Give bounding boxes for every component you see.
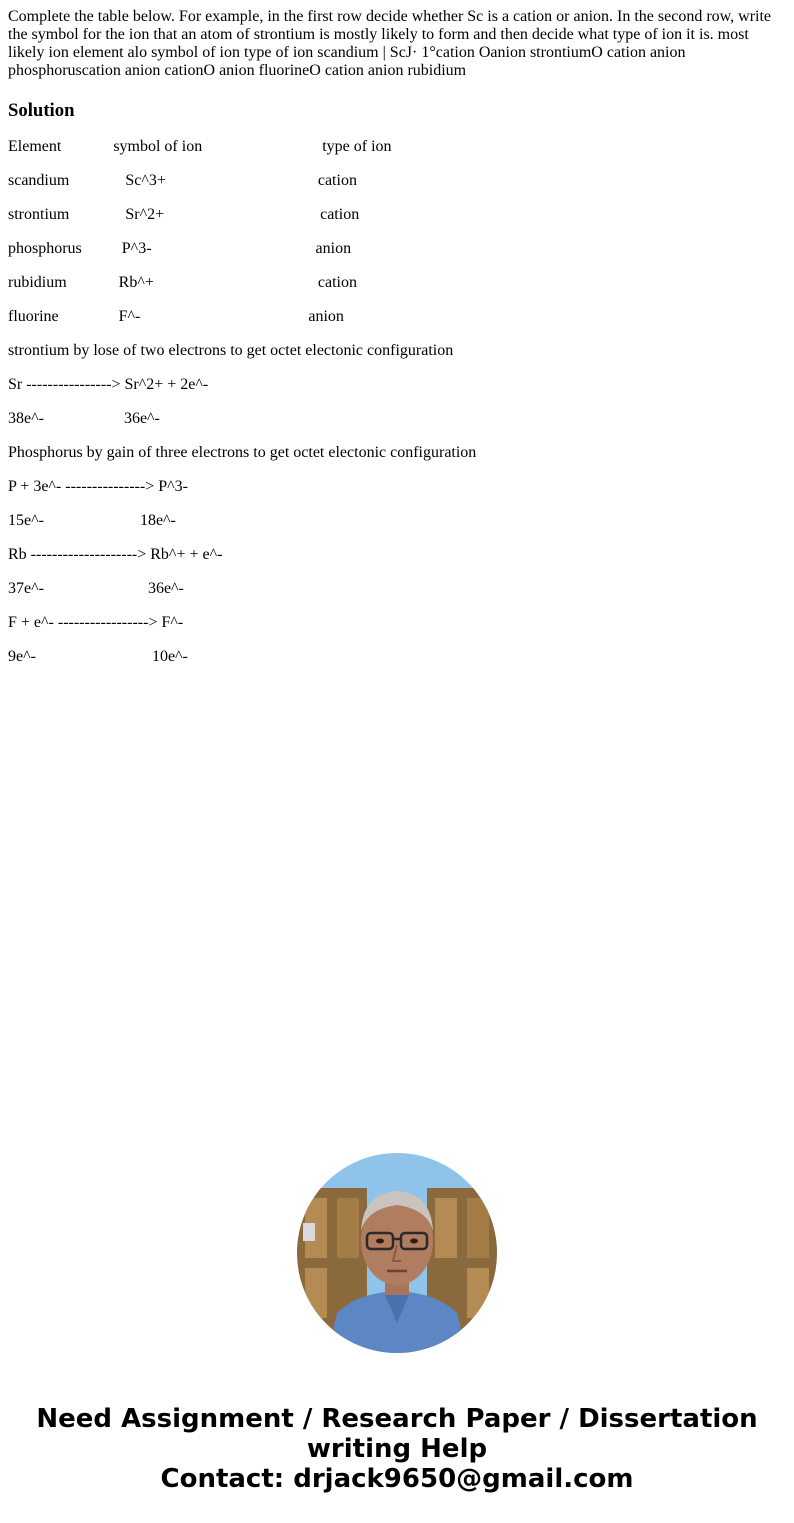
- document-content: [8, 8, 786, 666]
- solution-heading: Solution: [8, 100, 75, 121]
- author-avatar: [297, 1153, 497, 1353]
- solution-line: rubidium Rb^+ cation: [8, 274, 357, 291]
- solution-line: P + 3e^- ---------------> P^3-: [8, 478, 188, 495]
- solution-line: strontium Sr^2+ cation: [8, 206, 360, 223]
- solution-line: 37e^- 36e^-: [8, 580, 184, 597]
- footer-line: Need Assignment / Research Paper / Dissertation: [36, 1404, 758, 1434]
- question-text: Complete the table below. For example, in the first row decide whether Sc is a cation or anion. In the second row, write the symbol for the ion that an atom of strontium is mostly likely to form and then decide what type of ion it is. most likely ion element alo symbol of ion type of ion scandium | ScJ· 1°cation Oanion strontiumO cation anion phosphoruscation anion cationO anion fluorineO cation anion rubidium: [8, 8, 772, 79]
- solution-line: Phosphorus by gain of three electrons to get octet electonic configuration: [8, 444, 477, 461]
- solution-line: F + e^- -----------------> F^-: [8, 614, 184, 631]
- footer-line: writing Help: [306, 1434, 488, 1464]
- solution-line: 9e^- 10e^-: [8, 648, 188, 665]
- solution-line: Sr ----------------> Sr^2+ + 2e^-: [8, 376, 209, 393]
- solution-line: strontium by lose of two electrons to get octet electonic configuration: [8, 342, 454, 359]
- solution-line: phosphorus P^3- anion: [8, 240, 352, 257]
- solution-line: 15e^- 18e^-: [8, 512, 176, 529]
- contact-footer: [0, 1404, 794, 1494]
- solution-line: Element symbol of ion type of ion: [8, 138, 392, 155]
- solution-line: 38e^- 36e^-: [8, 410, 160, 427]
- footer-contact: Contact: drjack9650@gmail.com: [160, 1464, 634, 1494]
- solution-line: scandium Sc^3+ cation: [8, 172, 357, 189]
- solution-line: fluorine F^- anion: [8, 308, 344, 325]
- solution-line: Rb --------------------> Rb^+ + e^-: [8, 546, 223, 563]
